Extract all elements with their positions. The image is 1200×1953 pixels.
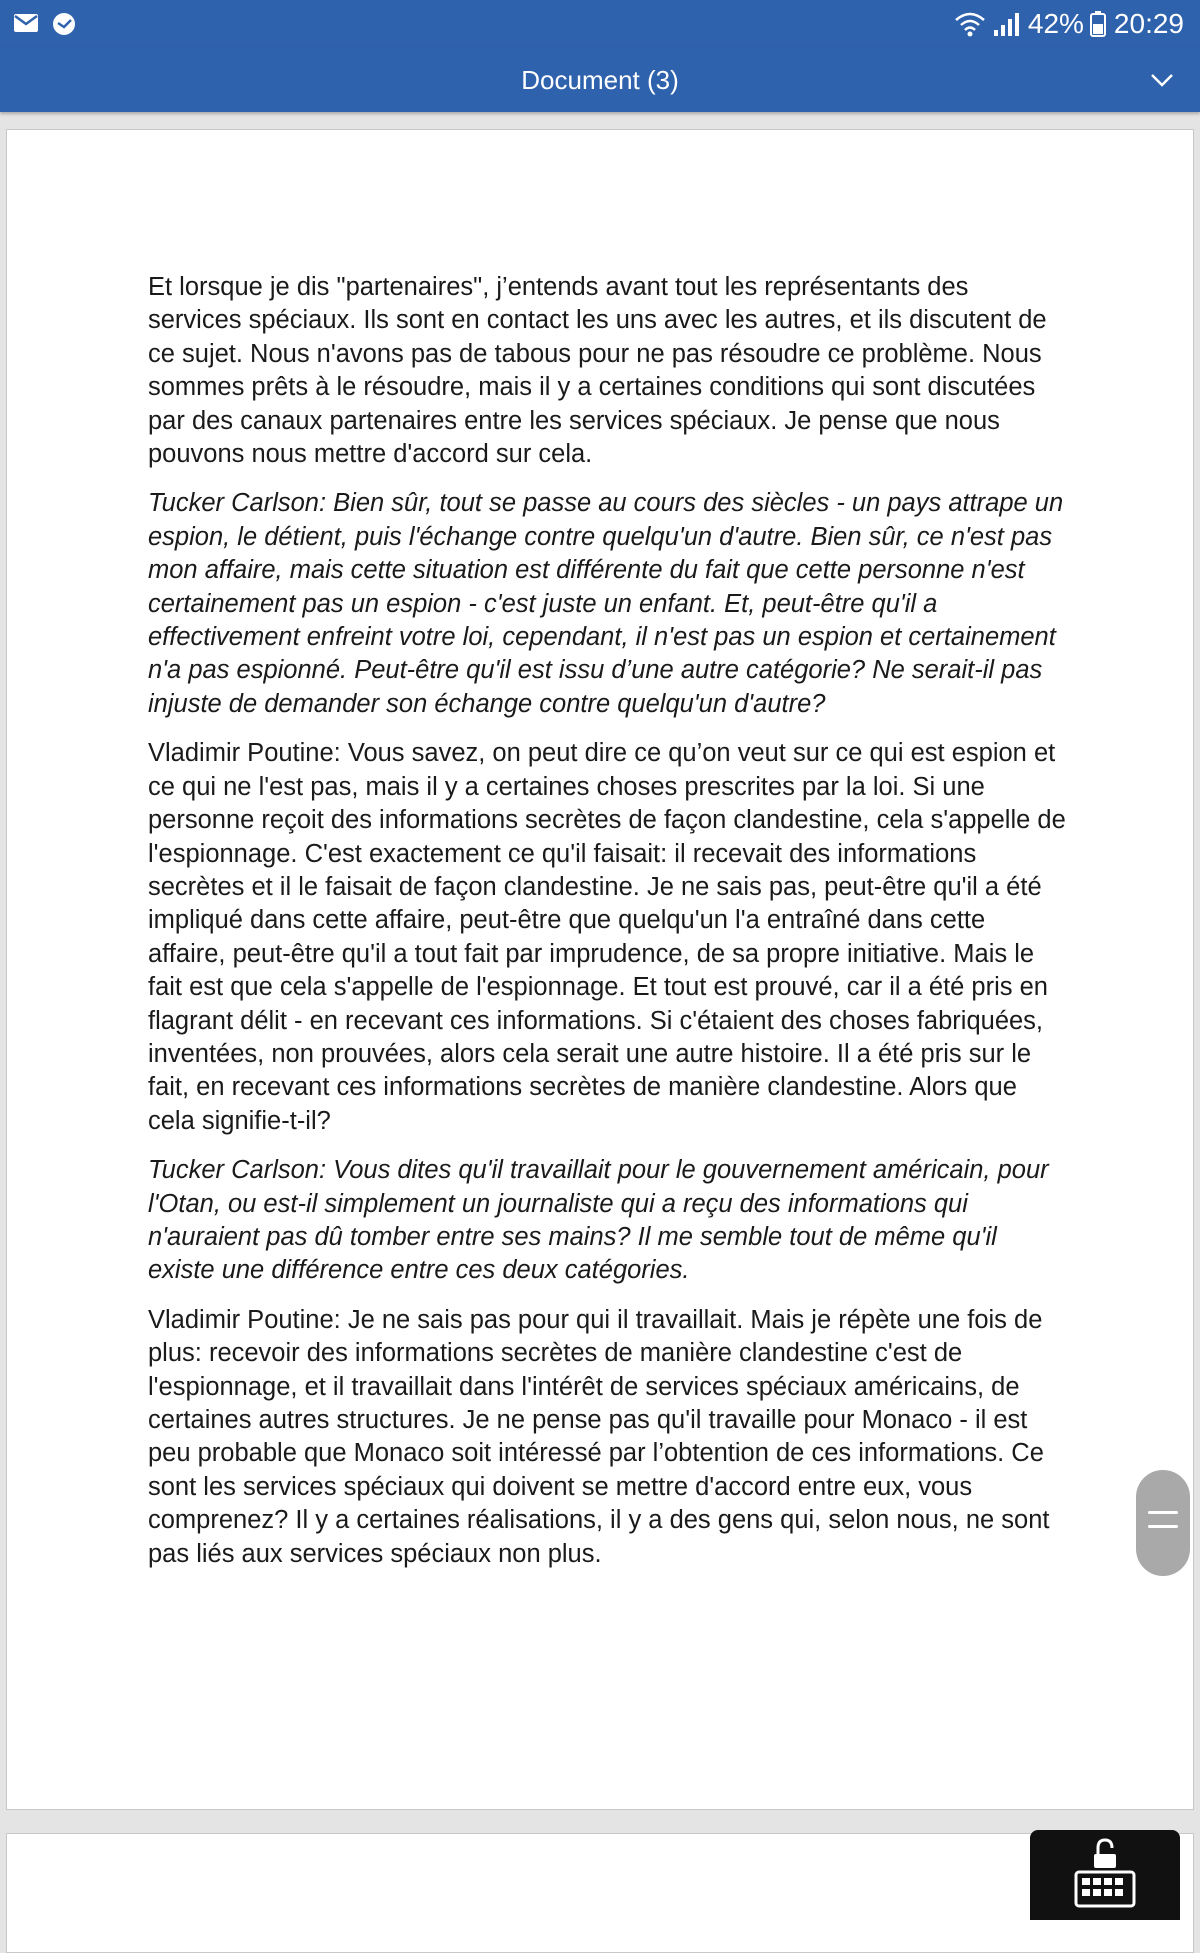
notification-icons [12, 10, 78, 38]
status-bar [0, 0, 1200, 48]
next-document-page[interactable] [6, 1833, 1194, 1953]
question-paragraph: Tucker Carlson: Bien sûr, tout se passe au cours des siècles - un pays attrape un espion, le détient, puis l'échange contre quelqu'un d'autre. Bien sûr, ce n'est pas mon affaire, mais cette situation est différente du fait que cette personne n'est certainement pas un espion - c'est juste un enfant. Et, peut-être qu'il a effectivement enfreint votre loi, cependant, il n'est pas un espion et certainement n'a pas espionné. Peut-être qu'il est issu d’une autre catégorie? Ne serait-il pas injuste de demander son échange contre quelqu'un d'autre? [148, 489, 1064, 718]
check-circle-icon [50, 10, 78, 38]
keyboard-lock-icon [1030, 1830, 1180, 1920]
battery-icon [1090, 10, 1106, 38]
question-paragraph: Tucker Carlson: Vous dites qu'il travaillait pour le gouvernement américain, pour l'Otan, ou est-il simplement un journaliste qui a reçu des informations qui n'auraient pas dû tomber entre ses mains? Il me semble tout de même qu'il existe une différence entre ces deux catégories. [148, 1156, 1049, 1285]
keyboard-button[interactable] [1030, 1830, 1180, 1920]
clock: 20:29 [1113, 8, 1184, 39]
paragraph: Vladimir Poutine: Vous savez, on peut dire ce qu’on veut sur ce qui est espion et ce qui ne l'est pas, mais il y a certaines choses prescrites par la loi. Si une personne reçoit des informations secrètes de façon clandestine, cela s'appelle de l'espionnage. C'est exactement ce qu'il faisait: il recevait des informations secrètes et il le faisait de façon clandestine. Je ne sais pas, peut-être qu'il a été impliqué dans cette affaire, peut-être que quelqu'un l'a entraîné dans cette affaire, peut-être qu'il a tout fait par imprudence, de sa propre initiative. Mais le fait est que cela s'appelle de l'espionnage. Et tout est prouvé, car il a été pris en flagrant délit - en recevant ces informations. Si c'étaient des choses fabriquées, inventées, non prouvées, alors cela serait une autre histoire. Il a été pris sur le fait, en recevant ces informations secrètes de manière clandestine. Alors que cela signifie-t-il? [148, 739, 1066, 1135]
paragraph: Vladimir Poutine: Je ne sais pas pour qui il travaillait. Mais je répète une fois de plus: recevoir des informations secrètes de manière clandestine c'est de l'espionnage, et il travaillait dans l'intérêt de services spéciaux américains, de certaines autres structures. Je ne pense pas qu'il travaille pour Monaco - il est peu probable que Monaco soit intéressé par l’obtention de ces informations. Ce sont les services spéciaux qui doivent se mettre d'accord entre eux, vous comprenez? Il y a certaines réalisations, il y a des gens qui, selon nous, ne sont pas liés aux services spéciaux non plus. [148, 1305, 1050, 1568]
email-icon [12, 10, 40, 36]
scroll-handle-icon[interactable] [1136, 1470, 1190, 1576]
signal-icon [992, 10, 1020, 38]
wifi-icon [954, 10, 986, 38]
document-body[interactable] [148, 271, 1068, 1587]
chevron-down-icon[interactable] [1148, 66, 1176, 94]
status-indicators [954, 6, 1184, 42]
battery-percent: 42% [1027, 8, 1084, 39]
paragraph: Et lorsque je dis "partenaires", j’entends avant tout les représentants des services spéciaux. Ils sont en contact les uns avec les autres, et ils discutent de ce sujet. Nous n'avons pas de tabous pour ne pas résoudre ce problème. Nous sommes prêts à le résoudre, mais il y a certaines conditions qui sont discutées par des canaux partenaires entre les services spéciaux. Je pense que nous pouvons nous mettre d'accord sur cela. [148, 273, 1047, 469]
app-toolbar [0, 48, 1200, 112]
document-page[interactable] [6, 129, 1194, 1810]
document-title[interactable]: Document (3) [521, 65, 679, 95]
